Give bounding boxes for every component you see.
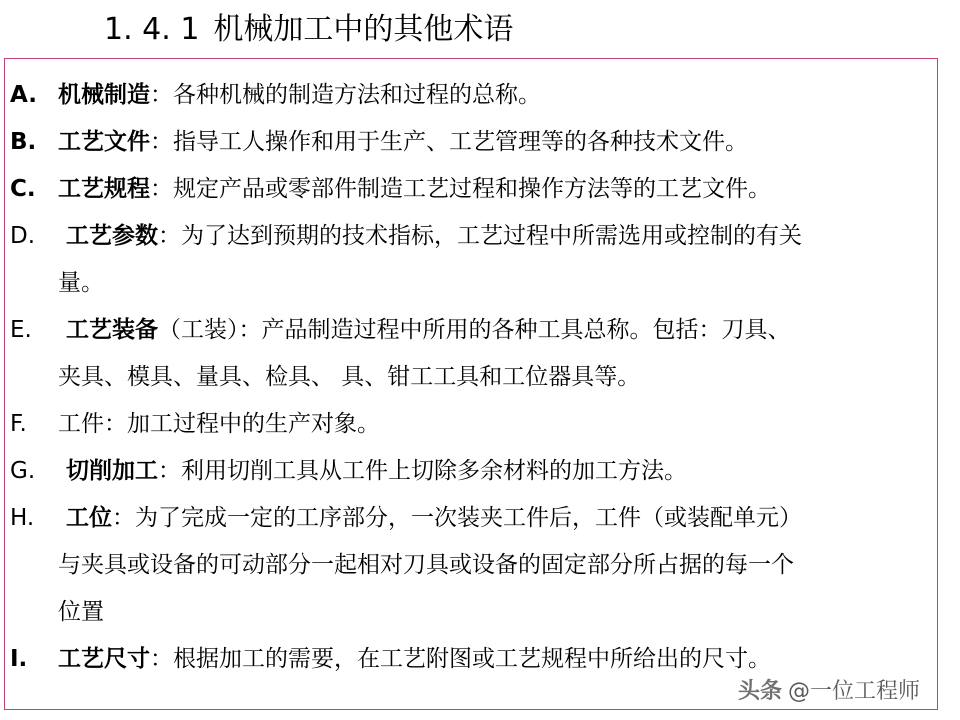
item-term: 机械制造 <box>58 82 150 108</box>
item-definition: 工件：加工过程中的生产对象。 <box>58 411 380 437</box>
item-term: 工位 <box>66 505 112 531</box>
item-term: 工艺规程 <box>58 176 150 202</box>
item-term: 工艺尺寸 <box>58 646 150 672</box>
watermark-author: @一位工程师 <box>788 679 921 704</box>
section-title: 机械加工中的其他术语 <box>213 12 514 47</box>
item-definition: ：根据加工的需要，在工艺附图或工艺规程中所给出的尺寸。 <box>150 646 771 672</box>
item-marker: D. <box>10 223 36 249</box>
item-marker: A. <box>10 82 37 108</box>
list-item <box>8 213 928 307</box>
item-marker: B. <box>10 129 37 155</box>
list-item <box>8 119 928 166</box>
item-term: 切削加工 <box>66 458 158 484</box>
item-definition-continued: 与夹具或设备的可动部分一起相对刀具或设备的固定部分所占据的每一个 <box>58 552 794 578</box>
item-definition: ：规定产品或零部件制造工艺过程和操作方法等的工艺文件。 <box>150 176 771 202</box>
item-marker: C. <box>10 176 36 202</box>
item-definition: ：指导工人操作和用于生产、工艺管理等的各种技术文件。 <box>150 129 748 155</box>
item-definition: ：利用切削工具从工件上切除多余材料的加工方法。 <box>158 458 687 484</box>
item-marker: G. <box>10 458 36 484</box>
list-item <box>8 495 928 636</box>
term-list <box>8 72 928 683</box>
list-item <box>8 307 928 401</box>
item-definition-continued: 量。 <box>58 270 104 296</box>
item-marker: F. <box>10 411 27 437</box>
page-title <box>104 8 513 52</box>
item-term: 工艺文件 <box>58 129 150 155</box>
item-definition: ：为了完成一定的工序部分，一次装夹工件后，工件（或装配单元） <box>112 505 802 531</box>
item-marker: H. <box>10 505 35 531</box>
item-definition-continued: 位置 <box>58 599 104 625</box>
item-marker: I. <box>10 646 28 672</box>
item-term: 工艺参数 <box>66 223 158 249</box>
item-marker: E. <box>10 317 32 343</box>
item-definition: （工装）：产品制造过程中所用的各种工具总称。包括：刀具、 <box>158 317 791 343</box>
watermark-logo: 头条 <box>738 679 783 704</box>
list-item <box>8 166 928 213</box>
item-definition: ：为了达到预期的技术指标，工艺过程中所需选用或控制的有关 <box>158 223 802 249</box>
item-term: 工艺装备 <box>66 317 158 343</box>
item-definition-continued: 夹具、模具、量具、检具、 具、钳工工具和工位器具等。 <box>58 364 641 390</box>
list-item <box>8 72 928 119</box>
item-definition: ：各种机械的制造方法和过程的总称。 <box>150 82 541 108</box>
watermark <box>738 674 920 705</box>
list-item <box>8 401 928 448</box>
list-item <box>8 448 928 495</box>
section-number: 1. 4. 1 <box>104 12 200 47</box>
